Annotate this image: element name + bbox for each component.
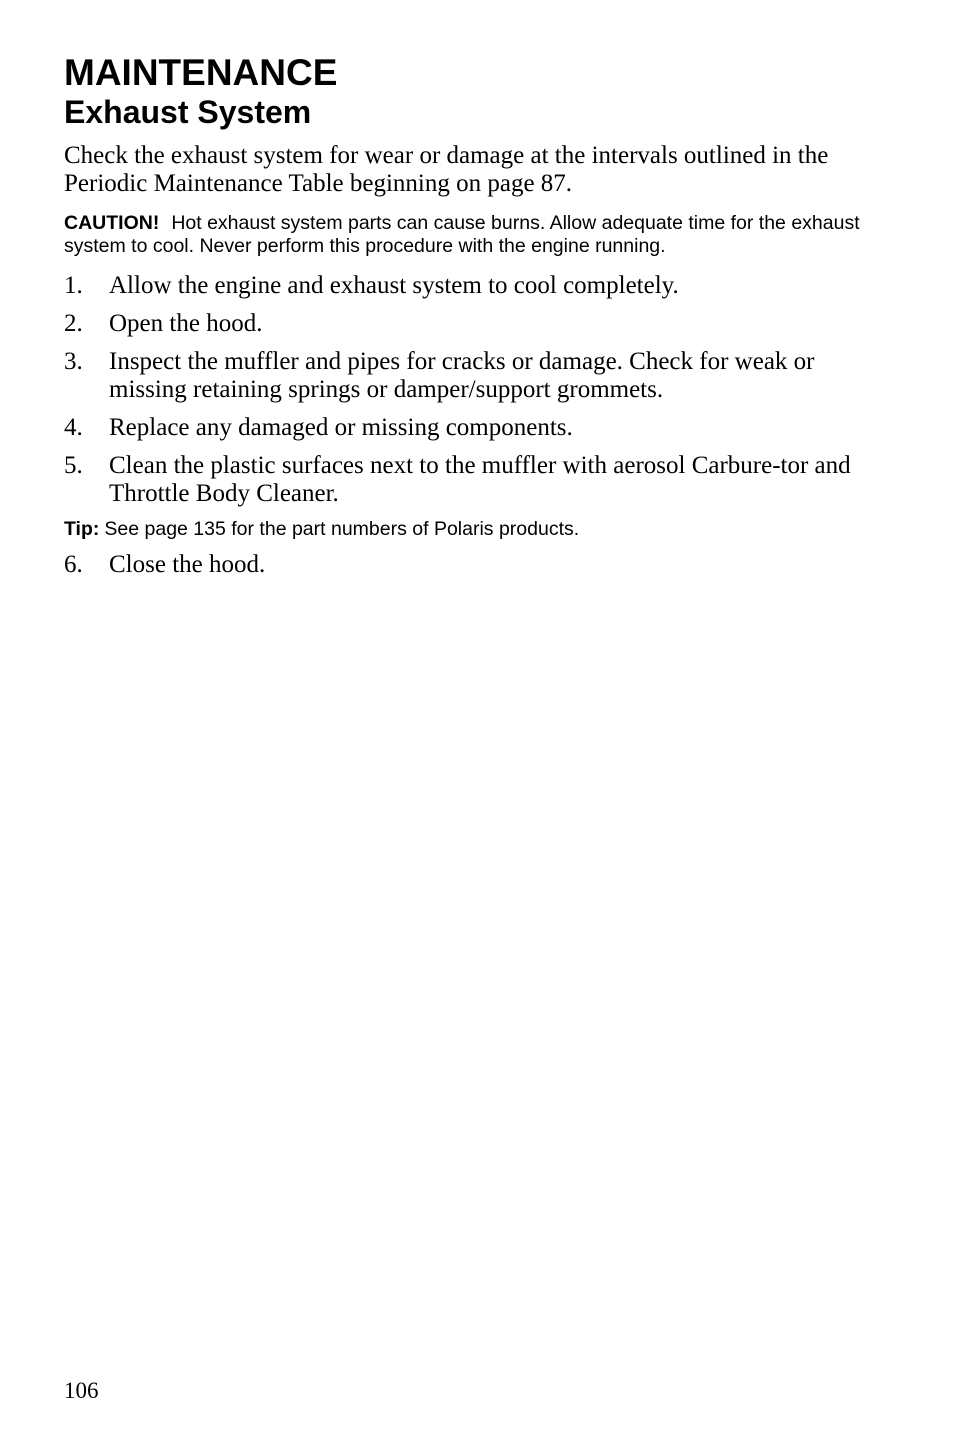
step-number: 1.: [64, 272, 83, 299]
step-text: Open the hood.: [109, 310, 263, 337]
subsection-title: Exhaust System: [64, 94, 312, 130]
step-item: [64, 272, 864, 300]
step-text: Inspect the muffler and pipes for cracks or damage. Check for weak or missing retaining springs or damper/support grommets.: [109, 348, 815, 403]
caution-text: Hot exhaust system parts can cause burns. Allow adequate time for the exhaust system to cool. Never perform this procedure with the engine running.: [64, 212, 860, 257]
caution-label: CAUTION!: [64, 212, 160, 234]
page-number: 106: [64, 1378, 99, 1403]
steps-list-continued: [64, 551, 864, 579]
step-number: 3.: [64, 348, 83, 375]
step-number: 4.: [64, 414, 83, 441]
step-number: 5.: [64, 452, 83, 479]
step-item: [64, 551, 864, 579]
step-item: [64, 348, 864, 404]
step-text: Allow the engine and exhaust system to cool completely.: [109, 272, 679, 299]
step-text: Close the hood.: [109, 551, 266, 578]
page-content: [64, 52, 864, 589]
step-item: [64, 452, 864, 508]
step-number: 6.: [64, 551, 83, 578]
tip-note: [64, 518, 864, 541]
steps-list: [64, 272, 864, 508]
intro-paragraph: Check the exhaust system for wear or damage at the intervals outlined in the Periodic Maintenance Table beginning on page 87.: [64, 142, 829, 197]
step-text: Replace any damaged or missing components.: [109, 414, 573, 441]
tip-label: Tip:: [64, 518, 100, 540]
section-title: MAINTENANCE: [64, 52, 338, 93]
step-item: [64, 414, 864, 442]
tip-text: See page 135 for the part numbers of Polaris products.: [104, 518, 580, 540]
caution-note: [64, 212, 864, 258]
step-item: [64, 310, 864, 338]
step-number: 2.: [64, 310, 83, 337]
step-text: Clean the plastic surfaces next to the muffler with aerosol Carbure-tor and Throttle Body Cleaner.: [109, 452, 851, 507]
